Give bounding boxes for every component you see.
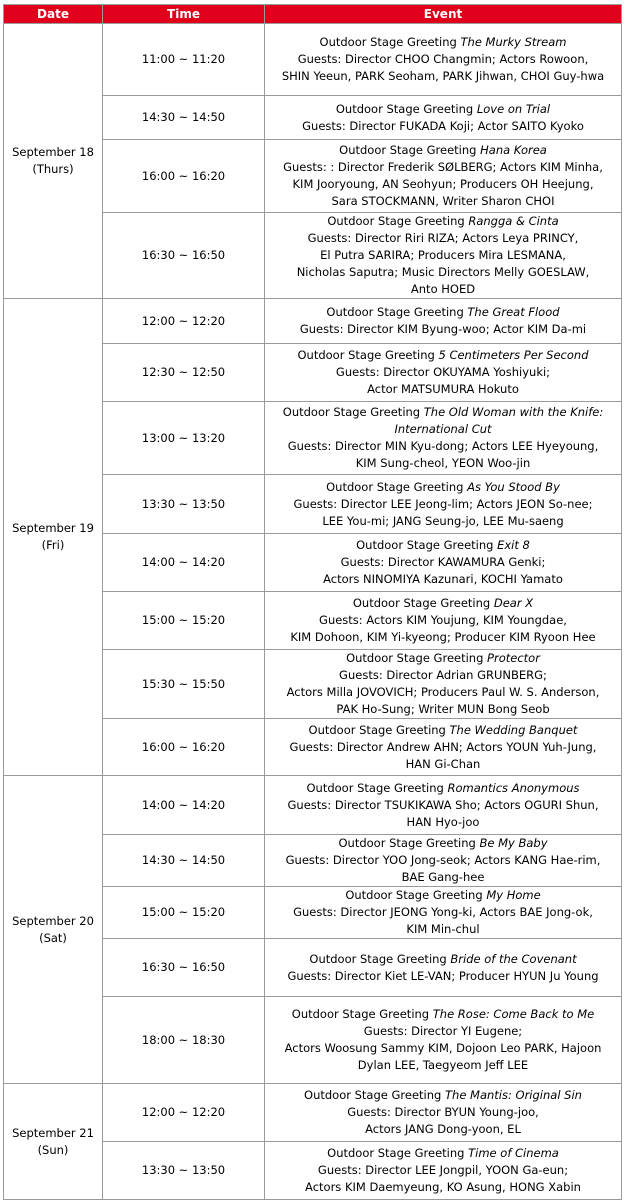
date-label: September 20 (Sat) (12, 913, 94, 945)
event-title-line (267, 1006, 619, 1023)
event-guests: Guests: Director LEE Jeong-lim; Actors JEON So-nee; LEE You-mi; JANG Seung-jo, LEE Mu-saeng (293, 496, 593, 528)
event-title-line (267, 650, 619, 667)
event-cell (265, 887, 622, 939)
event-title-line (267, 142, 619, 159)
event-title-line (267, 722, 619, 739)
time-label: 14:30 ~ 14:50 (141, 853, 226, 867)
event-column-header: Event (265, 5, 622, 24)
event-cell (265, 776, 622, 835)
event-type: Outdoor Stage Greeting (308, 722, 450, 737)
time-cell (103, 299, 265, 344)
event-cell (265, 592, 622, 650)
event-type: Outdoor Stage Greeting (352, 596, 494, 610)
time-label: 11:00 ~ 11:20 (141, 52, 226, 66)
event-guests: Guests: Director BYUN Young-joo, Actors JANG Dong-yoon, EL (347, 1105, 539, 1136)
film-title: Protector (487, 651, 540, 665)
table-row (4, 776, 622, 835)
film-title: Exit 8 (497, 538, 530, 552)
time-label: 14:00 ~ 14:20 (141, 555, 226, 569)
event-cell (265, 534, 622, 592)
event-title-line (267, 101, 619, 118)
event-guests: Guests: Actors KIM Youjung, KIM Youngdae, KIM Dohoon, KIM Yi-kyeong; Producer KIM Ryoon Hee (290, 613, 596, 644)
event-type: Outdoor Stage Greeting (327, 1146, 469, 1160)
time-label: 13:30 ~ 13:50 (141, 1163, 226, 1177)
time-cell (103, 24, 265, 96)
time-column-header: Time (103, 5, 265, 24)
film-title: Be My Baby (479, 836, 548, 850)
date-column-header: Date (4, 5, 103, 24)
event-title-line (267, 835, 619, 852)
event-title-line (267, 479, 619, 496)
table-row (4, 1084, 622, 1142)
event-guests: Guests: Director Andrew AHN; Actors YOUN Yuh-Jung, HAN Gi-Chan (289, 739, 597, 771)
time-label: 16:00 ~ 16:20 (141, 739, 226, 754)
event-guests: Guests: Director TSUKIKAWA Sho; Actors OGURI Shun, HAN Hyo-joo (287, 797, 599, 829)
event-guests: Guests: Director KAWAMURA Genki; Actors NINOMIYA Kazunari, KOCHI Yamato (323, 555, 563, 586)
event-cell (265, 402, 622, 475)
event-title-line (267, 1087, 619, 1104)
event-title-line (267, 1145, 619, 1162)
event-type: Outdoor Stage Greeting (319, 35, 461, 49)
event-cell (265, 213, 622, 299)
event-cell (265, 299, 622, 344)
event-type: Outdoor Stage Greeting (297, 348, 439, 362)
event-guests: Guests: Director LEE Jongpil, YOON Ga-eun; Actors KIM Daemyeung, KO Asung, HONG Xabin (305, 1163, 581, 1194)
film-title: Rangga & Cinta (468, 214, 559, 228)
time-cell (103, 997, 265, 1084)
date-cell (4, 24, 103, 299)
schedule-table (3, 4, 622, 1200)
event-type: Outdoor Stage Greeting (346, 651, 488, 665)
time-label: 13:00 ~ 13:20 (141, 430, 226, 445)
event-type: Outdoor Stage Greeting (345, 888, 487, 902)
time-cell (103, 213, 265, 299)
event-guests: Guests: Director CHOO Changmin; Actors Rowoon, SHIN Yeeun, PARK Seoham, PARK Jihwan, CHOI Guy-hwa (281, 52, 605, 83)
event-guests: Guests: Director Riri RIZA; Actors Leya PRINCY, El Putra SARIRA; Producers Mira LESMANA, Nicholas Saputra; Music Directors Melly GOESLAW, Anto HOED (296, 231, 590, 296)
event-guests: Guests: Director Kiet LE-VAN; Producer HYUN Ju Young (287, 968, 599, 983)
date-cell (4, 1084, 103, 1200)
event-cell (265, 997, 622, 1084)
event-guests: Guests: Director KIM Byung-woo; Actor KIM Da-mi (299, 322, 587, 336)
header-row (4, 5, 622, 24)
time-cell (103, 96, 265, 140)
time-label: 14:30 ~ 14:50 (141, 110, 226, 124)
event-title-line (267, 595, 619, 612)
event-title-line (267, 34, 619, 51)
event-cell (265, 1084, 622, 1142)
event-title-line (267, 537, 619, 554)
time-cell (103, 835, 265, 887)
time-label: 15:30 ~ 15:50 (141, 676, 226, 691)
event-cell (265, 1142, 622, 1200)
film-title: Bride of the Covenant (450, 951, 577, 966)
event-guests: Guests: Director OKUYAMA Yoshiyuki; Actor MATSUMURA Hokuto (335, 365, 551, 396)
time-cell (103, 887, 265, 939)
time-cell (103, 475, 265, 534)
time-label: 16:30 ~ 16:50 (141, 960, 226, 974)
time-label: 14:00 ~ 14:20 (141, 797, 226, 812)
event-title-line (267, 780, 619, 797)
event-type: Outdoor Stage Greeting (306, 780, 448, 795)
event-type: Outdoor Stage Greeting (304, 1088, 445, 1102)
film-title: Romantics Anonymous (447, 780, 580, 795)
film-title: My Home (486, 888, 541, 902)
event-guests: Guests: : Director Frederik SØLBERG; Actors KIM Minha, KIM Jooryoung, AN Seohyun; Producers OH Heejung, Sara STOCKMANN, Writer Sharon CHOI (283, 160, 603, 208)
time-label: 15:00 ~ 15:20 (141, 905, 226, 919)
film-title: The Murky Stream (460, 35, 567, 49)
event-type: Outdoor Stage Greeting (338, 836, 480, 850)
time-cell (103, 1142, 265, 1200)
event-title-line (267, 887, 619, 904)
time-cell (103, 344, 265, 402)
time-label: 16:30 ~ 16:50 (141, 248, 226, 262)
film-title: Dear X (493, 596, 534, 610)
event-guests: Guests: Director YI Eugene; Actors Woosung Sammy KIM, Dojoon Leo PARK, Hajoon Dylan LEE, Taegyeom Jeff LEE (284, 1024, 602, 1072)
event-title-line (267, 951, 619, 968)
event-cell (265, 475, 622, 534)
event-type: Outdoor Stage Greeting (339, 143, 481, 157)
event-cell (265, 344, 622, 402)
table-row (4, 299, 622, 344)
time-cell (103, 719, 265, 776)
time-label: 12:30 ~ 12:50 (141, 365, 226, 379)
event-guests: Guests: Director Adrian GRUNBERG; Actors Milla JOVOVICH; Producers Paul W. S. Anderson, PAK Ho-Sung; Writer MUN Bong Seob (286, 668, 600, 716)
event-type: Outdoor Stage Greeting (282, 405, 424, 419)
event-cell (265, 140, 622, 213)
time-cell (103, 534, 265, 592)
event-title-line (267, 213, 619, 230)
event-title-line (267, 347, 619, 364)
time-label: 13:30 ~ 13:50 (141, 496, 226, 511)
event-type: Outdoor Stage Greeting (326, 305, 468, 319)
time-cell (103, 402, 265, 475)
film-title: The Rose: Come Back to Me (432, 1007, 595, 1021)
time-label: 18:00 ~ 18:30 (141, 1032, 226, 1047)
film-title: Time of Cinema (468, 1146, 559, 1160)
event-cell (265, 650, 622, 719)
film-title: Hana Korea (480, 143, 547, 157)
time-cell (103, 650, 265, 719)
time-label: 16:00 ~ 16:20 (141, 168, 226, 183)
event-guests: Guests: Director MIN Kyu-dong; Actors LEE Hyeyoung, KIM Sung-cheol, YEON Woo-jin (287, 439, 599, 470)
table-row (4, 24, 622, 96)
event-cell (265, 939, 622, 997)
event-guests: Guests: Director FUKADA Koji; Actor SAITO Kyoko (302, 118, 584, 133)
event-type: Outdoor Stage Greeting (326, 479, 468, 494)
event-type: Outdoor Stage Greeting (335, 101, 477, 116)
event-title-line (267, 404, 619, 438)
event-title-line (267, 304, 619, 321)
time-cell (103, 140, 265, 213)
event-cell (265, 24, 622, 96)
event-cell (265, 719, 622, 776)
time-cell (103, 1084, 265, 1142)
schedule-body (4, 24, 622, 1200)
film-title: The Old Woman with the Knife: International Cut (394, 405, 604, 436)
film-title: As You Stood By (467, 479, 560, 494)
time-cell (103, 939, 265, 997)
film-title: 5 Centimeters Per Second (438, 348, 589, 362)
date-label: September 18 (Thurs) (12, 145, 94, 176)
time-label: 15:00 ~ 15:20 (141, 613, 226, 627)
event-cell (265, 835, 622, 887)
event-type: Outdoor Stage Greeting (356, 538, 498, 552)
event-type: Outdoor Stage Greeting (309, 951, 451, 966)
event-guests: Guests: Director JEONG Yong-ki, Actors BAE Jong-ok, KIM Min-chul (293, 905, 593, 936)
date-cell (4, 299, 103, 776)
event-type: Outdoor Stage Greeting (327, 214, 469, 228)
film-title: Love on Trial (476, 101, 551, 116)
event-type: Outdoor Stage Greeting (291, 1007, 433, 1021)
event-cell (265, 96, 622, 140)
time-cell (103, 776, 265, 835)
time-label: 12:00 ~ 12:20 (141, 313, 226, 328)
date-label: September 21 (Sun) (12, 1125, 94, 1157)
date-label: September 19 (Fri) (12, 521, 94, 552)
date-cell (4, 776, 103, 1084)
film-title: The Great Flood (467, 305, 560, 319)
time-cell (103, 592, 265, 650)
film-title: The Mantis: Original Sin (445, 1088, 582, 1102)
event-guests: Guests: Director YOO Jong-seok; Actors KANG Hae-rim, BAE Gang-hee (285, 853, 601, 884)
film-title: The Wedding Banquet (449, 722, 578, 737)
time-label: 12:00 ~ 12:20 (141, 1105, 226, 1119)
